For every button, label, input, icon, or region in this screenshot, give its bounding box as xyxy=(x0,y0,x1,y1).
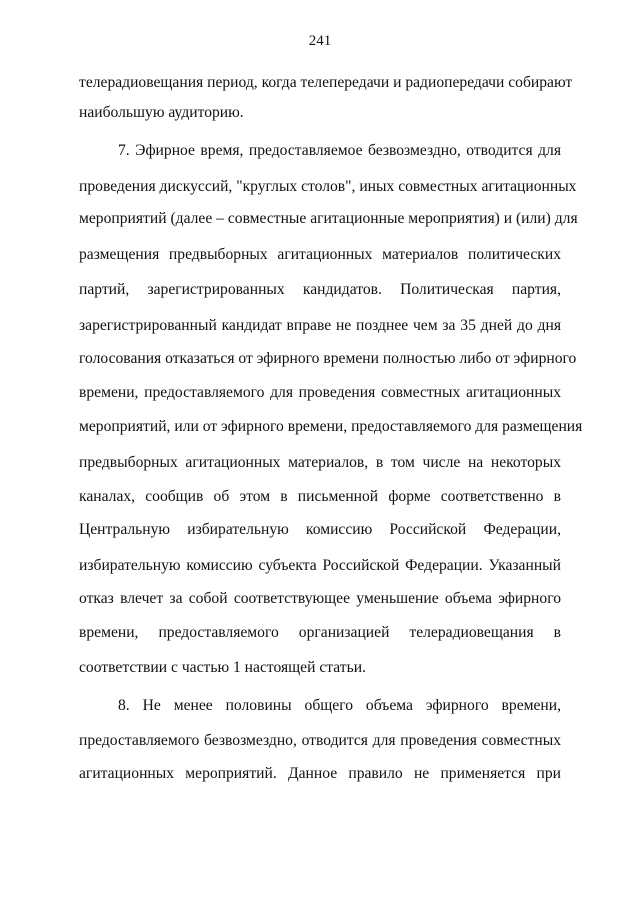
text-line: времени, предоставляемого организацией телерадиовещания в xyxy=(79,624,561,641)
text-line: соответствии с частью 1 настоящей статьи. xyxy=(79,659,366,676)
text-line: каналах, сообщив об этом в письменной форме соответственно в xyxy=(79,488,561,505)
text-line: времени, предоставляемого для проведения совместных агитационных xyxy=(79,384,561,401)
text-line: Центральную избирательную комиссию Российской Федерации, xyxy=(79,521,561,538)
text-line: мероприятий (далее – совместные агитационные мероприятия) и (или) для xyxy=(79,210,578,227)
paragraph-start-line: 7. Эфирное время, предоставляемое безвозмездно, отводится для xyxy=(118,142,561,159)
paragraph-start-line: 8. Не менее половины общего объема эфирного времени, xyxy=(118,697,561,714)
text-line: телерадиовещания период, когда телепередачи и радиопередачи собирают xyxy=(79,74,573,91)
text-line: наибольшую аудиторию. xyxy=(79,104,244,121)
text-line: предоставляемого безвозмездно, отводится для проведения совместных xyxy=(79,732,561,749)
text-line: отказ влечет за собой соответствующее уменьшение объема эфирного xyxy=(79,590,561,607)
text-line: зарегистрированный кандидат вправе не позднее чем за 35 дней до дня xyxy=(79,317,561,334)
text-line: партий, зарегистрированных кандидатов. Политическая партия, xyxy=(79,281,561,298)
text-line: проведения дискуссий, "круглых столов", иных совместных агитационных xyxy=(79,178,577,195)
text-line: избирательную комиссию субъекта Российской Федерации. Указанный xyxy=(79,557,561,574)
text-line: голосования отказаться от эфирного времени полностью либо от эфирного xyxy=(79,350,577,367)
text-line: агитационных мероприятий. Данное правило не применяется при xyxy=(79,765,561,782)
text-line: мероприятий, или от эфирного времени, предоставляемого для размещения xyxy=(79,418,583,435)
text-line: предвыборных агитационных материалов, в том числе на некоторых xyxy=(79,454,561,471)
text-line: размещения предвыборных агитационных материалов политических xyxy=(79,246,561,263)
page-number: 241 xyxy=(308,33,332,49)
